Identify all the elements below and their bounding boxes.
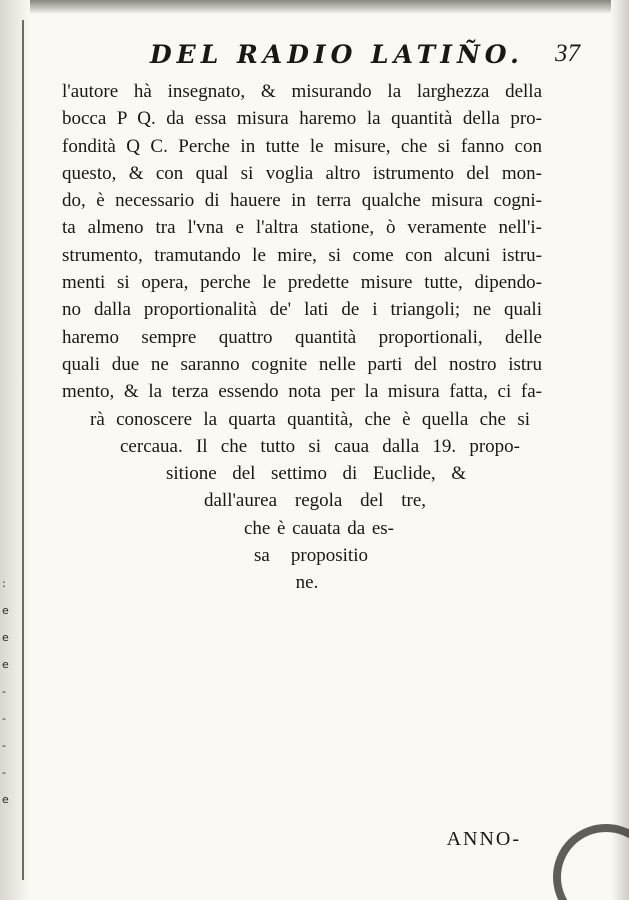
text-line: questo, & con qual si voglia altro istrumento del mon- [62, 162, 542, 184]
margin-mark: e [2, 658, 9, 671]
text-line: rà conoscere la quarta quantità, che è quella che si [90, 408, 530, 430]
text-line: bocca P Q. da essa misura haremo la quantità della pro- [62, 108, 542, 130]
text-line: quali due ne saranno cognite nelle parti del nostro istru [62, 353, 542, 375]
text-line: haremo sempre quattro quantità proportionali, delle [62, 326, 542, 348]
margin-bleed-marks [2, 570, 12, 813]
page-right-edge [611, 0, 629, 900]
text-line: menti si opera, perche le predette misure tutte, dipendo- [62, 272, 542, 294]
margin-mark: - [2, 685, 6, 698]
margin-mark: - [2, 712, 6, 725]
text-line: strumento, tramutando le mire, si come con alcuni istru- [62, 244, 542, 266]
margin-mark: e [2, 793, 9, 806]
margin-mark: - [2, 766, 6, 779]
text-line: che è cauata da es- [244, 517, 394, 539]
text-line: fondità Q C. Perche in tutte le misure, che si fanno con [62, 135, 542, 157]
page-number: 37 [555, 40, 580, 67]
running-head [150, 40, 590, 76]
text-line: no dalla proportionalità de' lati de i triangoli; ne quali [62, 299, 542, 321]
text-line: ta almeno tra l'vna e l'altra statione, ò veramente nell'i- [62, 217, 542, 239]
text-line: sitione del settimo di Euclide, & [166, 463, 466, 485]
text-line: do, è necessario di hauere in terra qualche misura cogni- [62, 190, 542, 212]
catchword: ANNO- [446, 828, 521, 850]
margin-mark: e [2, 604, 9, 617]
text-line: l'autore hà insegnato, & misurando la larghezza della [62, 81, 542, 102]
margin-mark: - [2, 739, 6, 752]
text-line: dall'aurea regola del tre, [204, 490, 426, 512]
gutter-line [22, 20, 24, 880]
margin-mark: : [2, 577, 6, 590]
margin-mark: e [2, 631, 9, 644]
text-line: cercaua. Il che tutto si caua dalla 19. propo- [120, 435, 520, 457]
text-line: ne. [295, 572, 319, 594]
text-line: sa propositio [254, 545, 368, 567]
page-top-edge [0, 0, 629, 14]
text-line: mento, & la terza essendo nota per la misura fatta, ci fa- [62, 381, 542, 403]
page-corner-shadow [553, 824, 629, 900]
running-head-title: DEL RADIO LATIÑO. [150, 40, 524, 69]
body-text [62, 78, 542, 597]
